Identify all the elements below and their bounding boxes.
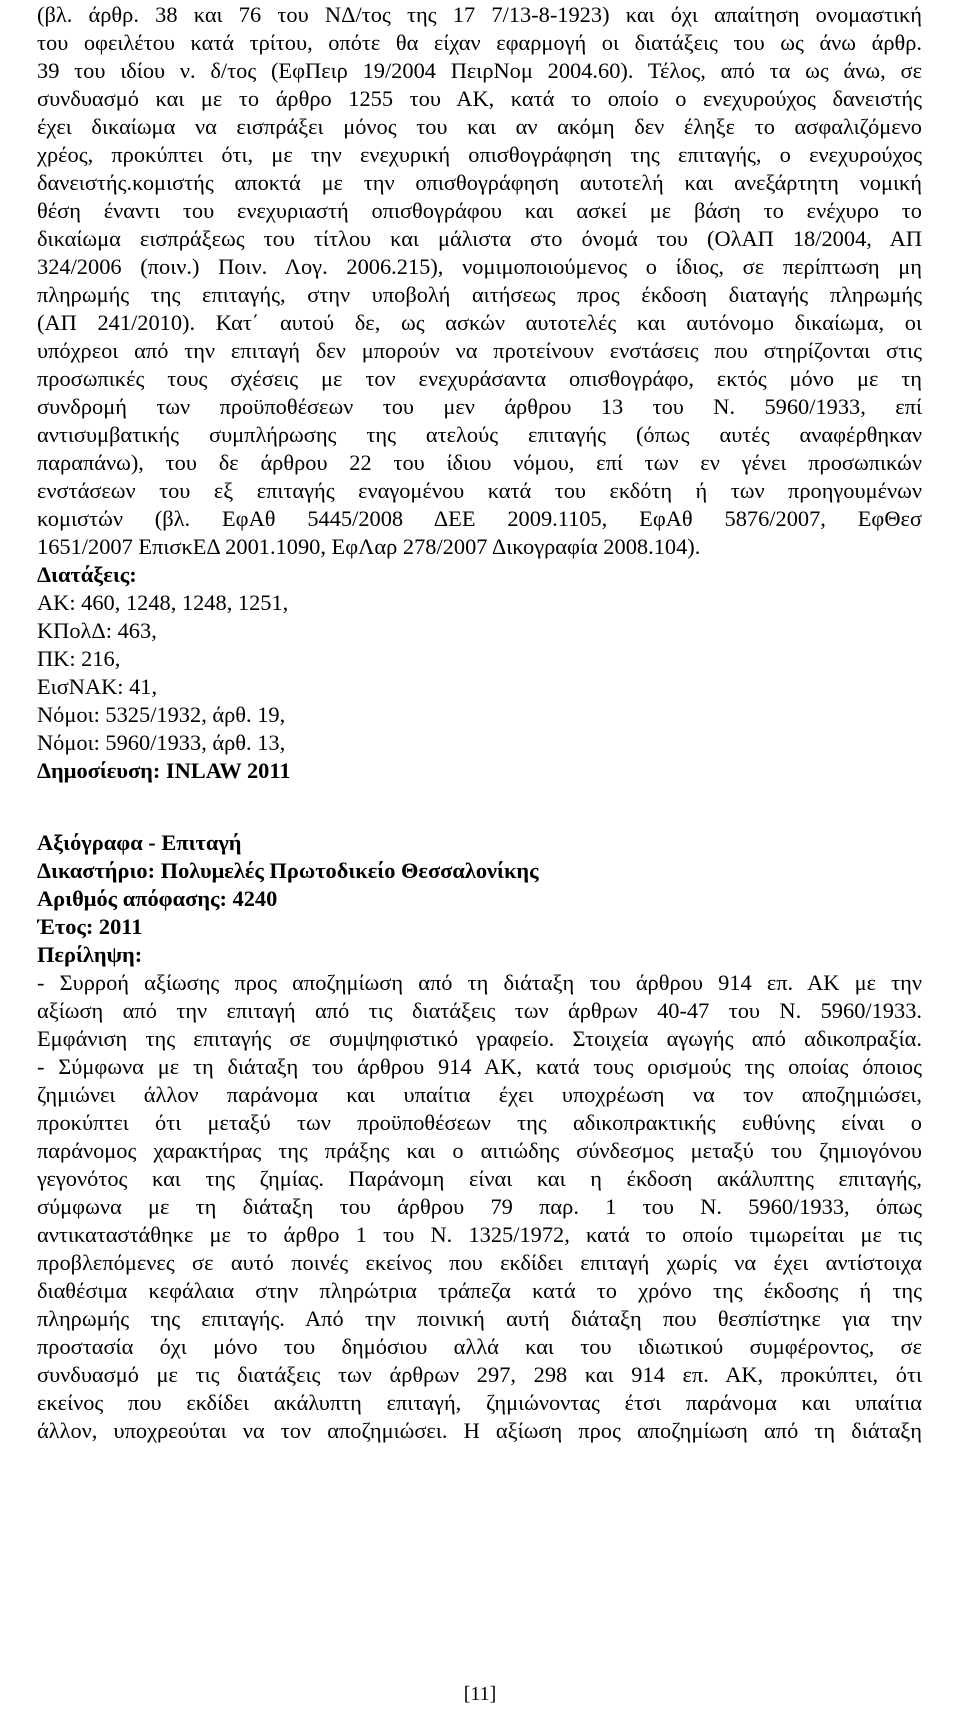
summary-text-line: παράνομος χαρακτήρας της πράξης και ο αιτιώδης σύνδεσμος μεταξύ του ζημιογόνου	[37, 1138, 922, 1163]
body-text-line: 39 του ιδίου ν. δ/τος (ΕφΠειρ 19/2004 ΠειρΝομ 2004.60). Τέλος, από τα ως άνω, σε	[37, 58, 922, 83]
provision-item: ΕισΝΑΚ: 41,	[37, 674, 158, 699]
body-text-line: δικαίωμα εισπράξεως του τίτλου και μάλιστα στο όνομά του (ΟλΑΠ 18/2004, ΑΠ	[37, 226, 922, 251]
summary-text-line: αντικαταστάθηκε με το άρθρο 1 του Ν. 1325/1972, κατά το οποίο τιμωρείται με τις	[37, 1222, 922, 1247]
summary-text-line: πληρωμής της επιταγής. Από την ποινική αυτή διάταξη που θεσπίστηκε για την	[37, 1306, 922, 1331]
summary-text-line: ζημιώνει άλλον παράνομα και υπαίτια έχει υποχρέωση να τον αποζημιώσει,	[37, 1082, 922, 1107]
summary-text-line: εκείνος που εκδίδει ακάλυπτη επιταγή, ζημιώνοντας έτσι παράνομα και υπαίτια	[37, 1390, 922, 1415]
body-text-line: 1651/2007 ΕπισκΕΔ 2001.1090, ΕφΛαρ 278/2007 Δικογραφία 2008.104).	[37, 534, 701, 559]
summary-text-line: - Συρροή αξίωσης προς αποζημίωση από τη διάταξη του άρθρου 914 επ. ΑΚ με την	[37, 970, 922, 995]
page-number: [11]	[463, 1683, 497, 1705]
provisions-heading: Διατάξεις:	[37, 562, 137, 587]
provision-item: ΑΚ: 460, 1248, 1248, 1251,	[37, 590, 289, 615]
body-text-line: αντισυμβατικής συμπλήρωσης της ατελούς επιταγής (όπως αυτές αναφέρθηκαν	[37, 422, 922, 447]
court-line: Δικαστήριο: Πολυμελές Πρωτοδικείο Θεσσαλονίκης	[37, 858, 539, 883]
body-text-line: 324/2006 (ποιν.) Ποιν. Λογ. 2006.215), νομιμοποιούμενος ο ίδιος, σε περίπτωση μη	[37, 254, 922, 279]
summary-text-line: διαθέσιμα κεφάλαια στην πληρώτρια τράπεζα κατά το χρόνο της έκδοσης ή της	[37, 1278, 922, 1303]
summary-text-line: προστασία όχι μόνο του δημόσιου αλλά και του ιδιωτικού συμφέροντος, σε	[37, 1334, 922, 1359]
body-text-line: παραπάνω), του δε άρθρου 22 του ίδιου νόμου, επί των εν γένει προσωπικών	[37, 450, 922, 475]
provision-item: ΚΠολΔ: 463,	[37, 618, 157, 643]
body-text-line: κομιστών (βλ. ΕφΑθ 5445/2008 ΔΕΕ 2009.1105, ΕφΑθ 5876/2007, ΕφΘεσ	[37, 506, 922, 531]
body-text-line: συνδρομή των προϋποθέσεων του μεν άρθρου 13 του Ν. 5960/1933, επί	[37, 394, 922, 419]
body-text-line: υπόχρεοι από την επιταγή δεν μπορούν να προτείνουν ενστάσεις που στηρίζονται στις	[37, 338, 922, 363]
summary-text-line: προβλεπόμενες σε αυτό ποινές εκείνος που εκδίδει επιταγή χωρίς να έχει αντίστοιχα	[37, 1250, 922, 1275]
summary-heading: Περίληψη:	[37, 942, 143, 967]
provision-item: ΠΚ: 216,	[37, 646, 121, 671]
summary-text-line: συνδυασμό με τις διατάξεις των άρθρων 297, 298 και 914 επ. ΑΚ, προκύπτει, ότι	[37, 1362, 922, 1387]
publication-line: Δημοσίευση: INLAW 2011	[37, 758, 291, 783]
body-text-line: προσωπικές τους σχέσεις με τον ενεχυράσαντα οπισθογράφο, εκτός μόνο με τη	[37, 366, 922, 391]
summary-text-line: Εμφάνιση της επιταγής σε συμψηφιστικό γραφείο. Στοιχεία αγωγής από αδικοπραξία.	[37, 1026, 922, 1051]
decision-year: Έτος: 2011	[37, 914, 143, 939]
body-text-line: ενστάσεων του εξ επιταγής εναγομένου κατά του εκδότη ή των προηγουμένων	[37, 478, 922, 503]
body-text-line: θέση έναντι του ενεχυριαστή οπισθογράφου και ασκεί με βάση το ενέχυρο το	[37, 198, 922, 223]
provision-item: Νόμοι: 5325/1932, άρθ. 19,	[37, 702, 286, 727]
case-title: Αξιόγραφα - Επιταγή	[37, 830, 242, 855]
body-text-line: χρέος, προκύπτει ότι, με την ενεχυρική οπισθογράφηση της επιταγής, ο ενεχυρούχος	[37, 142, 922, 167]
body-text-line: πληρωμής της επιταγής, στην υποβολή αιτήσεως προς έκδοση διαταγής πληρωμής	[37, 282, 922, 307]
body-text-line: συνδυασμό και με το άρθρο 1255 του ΑΚ, κατά το οποίο ο ενεχυρούχος δανειστής	[37, 86, 922, 111]
body-text-line: του οφειλέτου κατά τρίτου, οπότε θα είχαν εφαρμογή οι διατάξεις του ως άνω άρθρ.	[37, 30, 922, 55]
summary-text-line: σύμφωνα με τη διάταξη του άρθρου 79 παρ. 1 του Ν. 5960/1933, όπως	[37, 1194, 922, 1219]
summary-text-line: προκύπτει ότι μεταξύ των προϋποθέσεων της αδικοπρακτικής ευθύνης είναι ο	[37, 1110, 922, 1135]
summary-text-line: γεγονότος και της ζημίας. Παράνομη είναι και η έκδοση ακάλυπτης επιταγής,	[37, 1166, 922, 1191]
summary-text-line: - Σύμφωνα με τη διάταξη του άρθρου 914 ΑΚ, κατά τους ορισμούς της οποίας όποιος	[37, 1054, 922, 1079]
decision-number: Αριθμός απόφασης: 4240	[37, 886, 278, 911]
provision-item: Νόμοι: 5960/1933, άρθ. 13,	[37, 730, 286, 755]
body-text-line: (ΑΠ 241/2010). Κατ΄ αυτού δε, ως ασκών αυτοτελές και αυτόνομο δικαίωμα, οι	[37, 310, 922, 335]
body-text-line: (βλ. άρθρ. 38 και 76 του ΝΔ/τος της 17 7/13-8-1923) και όχι απαίτηση ονομαστική	[37, 2, 922, 27]
body-text-line: έχει δικαίωμα να εισπράξει μόνος του και αν ακόμη δεν έληξε το ασφαλιζόμενο	[37, 114, 922, 139]
summary-text-line: αξίωση από την επιταγή από τις διατάξεις των άρθρων 40-47 του Ν. 5960/1933.	[37, 998, 922, 1023]
body-text-line: δανειστής.κομιστής αποκτά με την οπισθογράφηση αυτοτελή και ανεξάρτητη νομική	[37, 170, 922, 195]
summary-text-line: άλλον, υποχρεούται να τον αποζημιώσει. Η αξίωση προς αποζημίωση από τη διάταξη	[37, 1418, 922, 1443]
